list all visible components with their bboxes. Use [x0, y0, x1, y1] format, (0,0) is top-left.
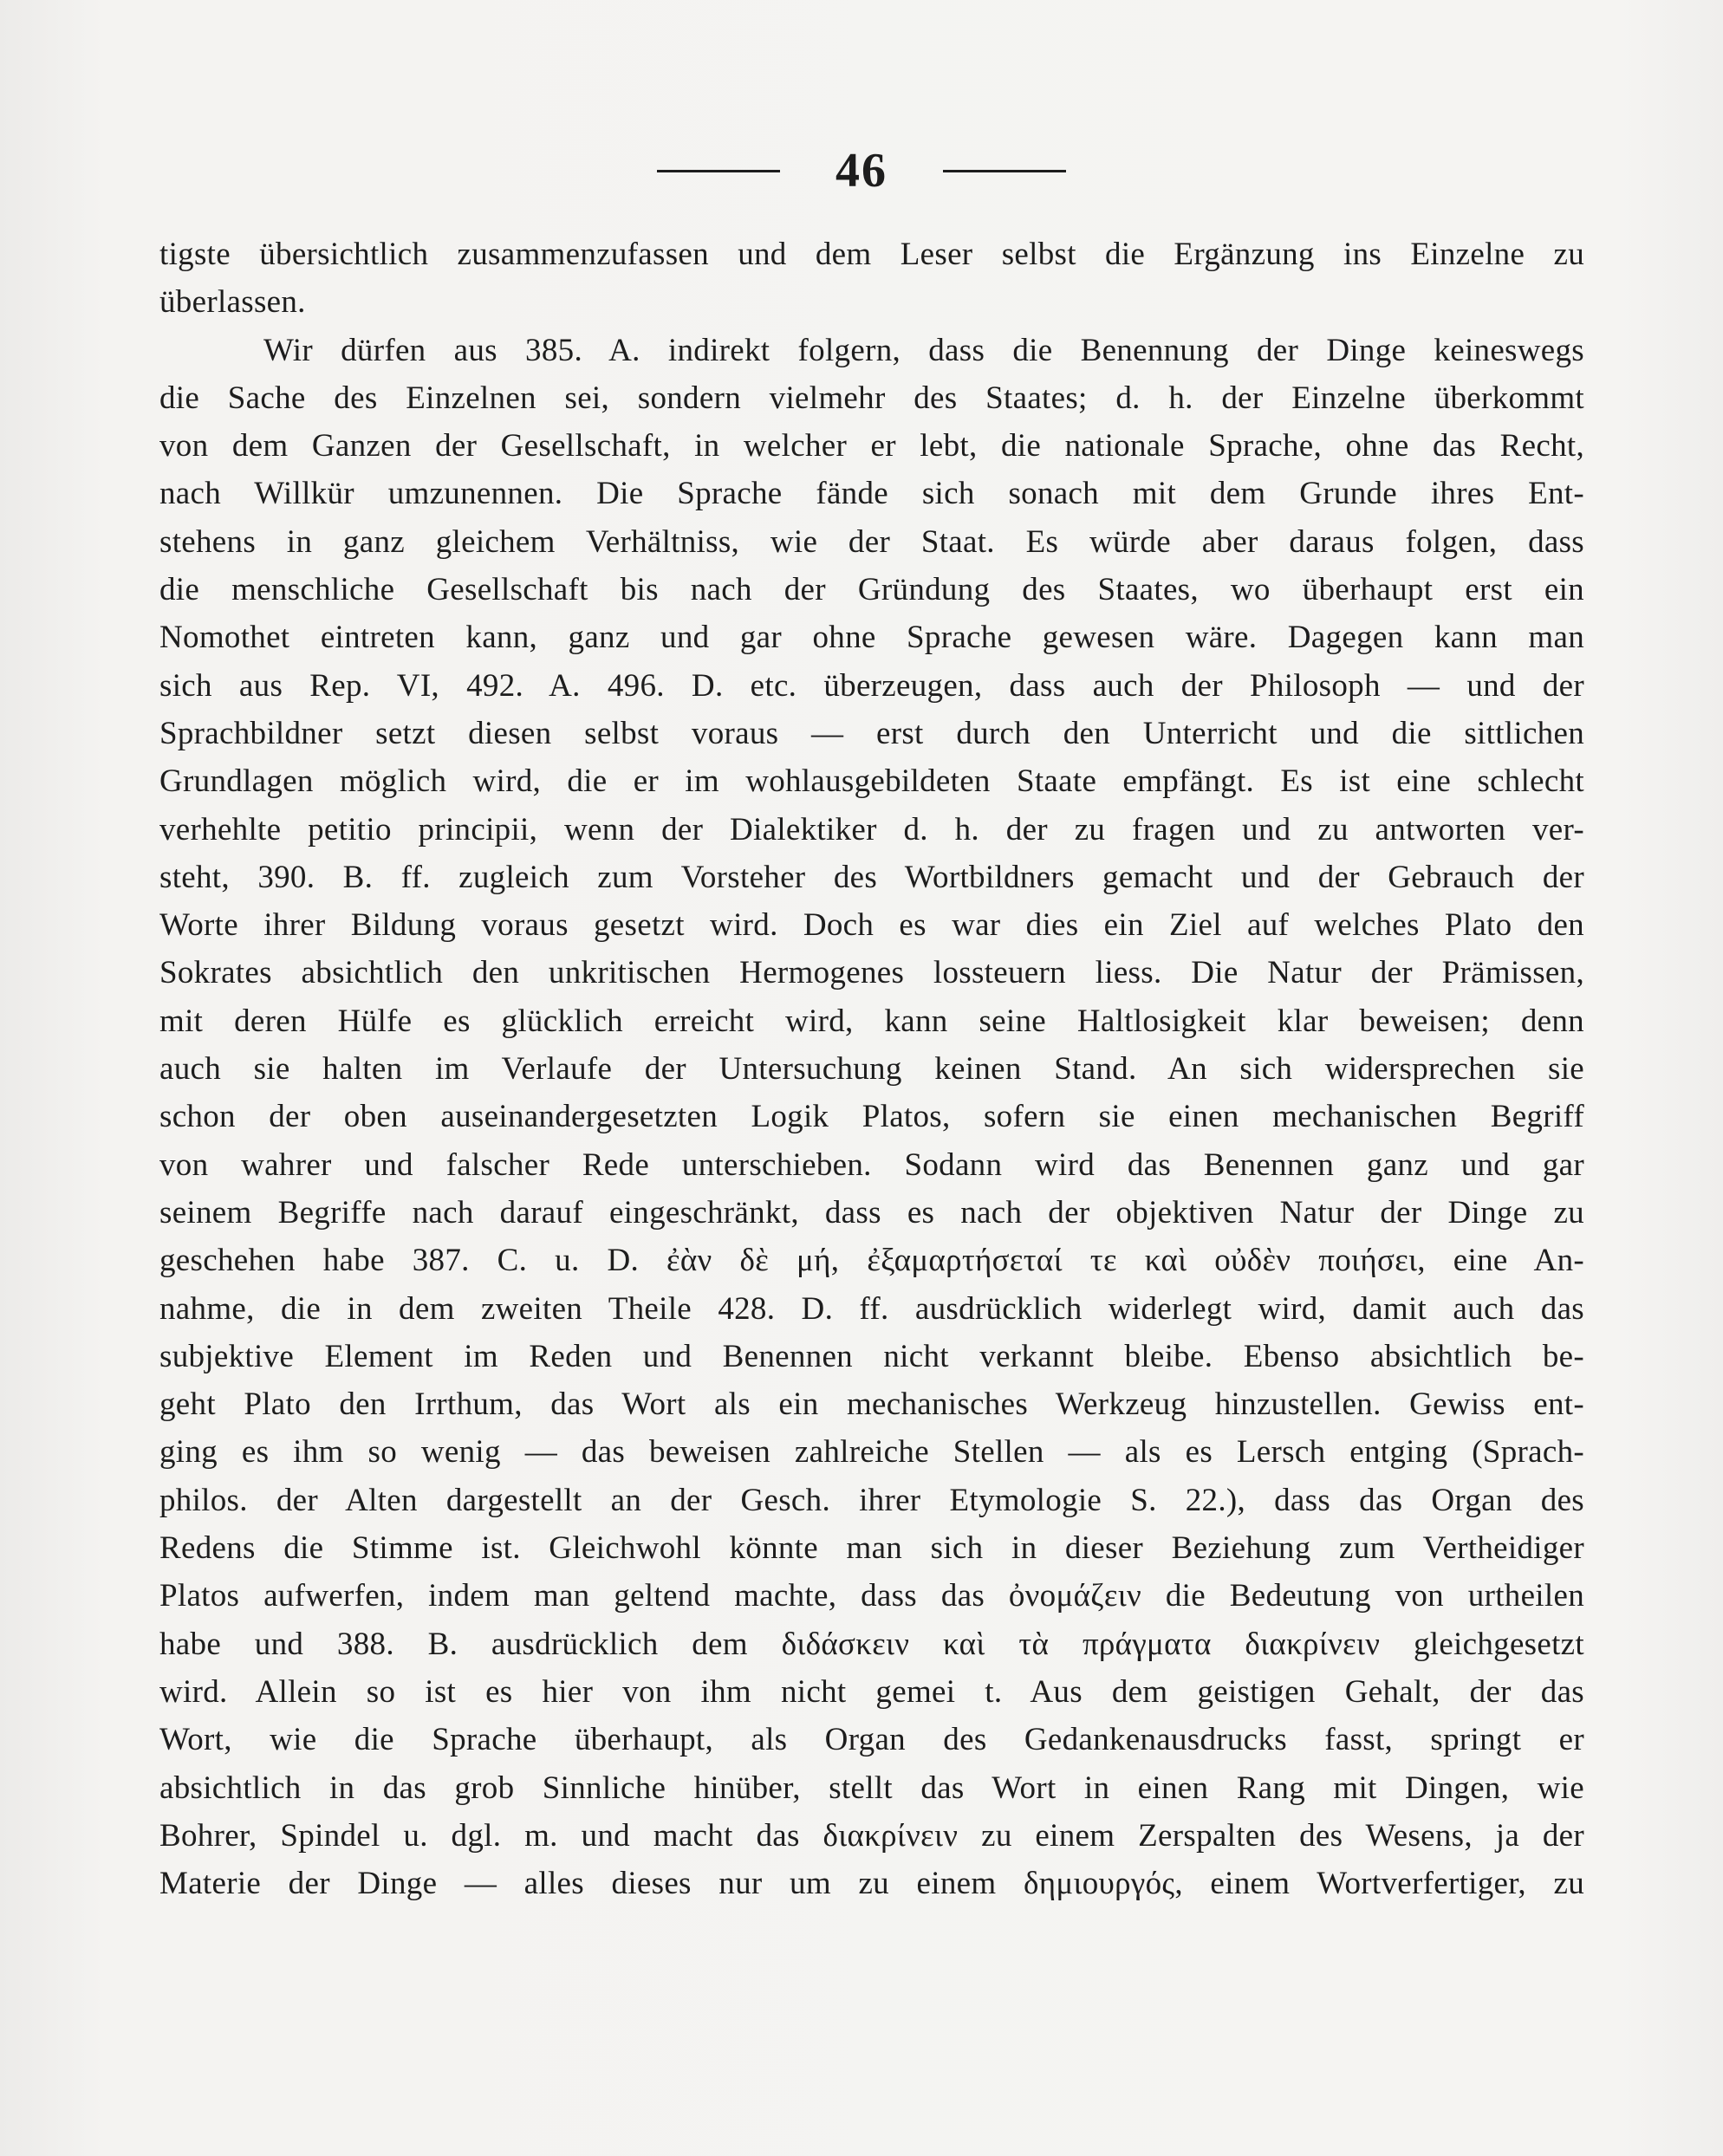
body-text [159, 231, 1584, 1907]
text-line: tigste übersichtlich zusammenzufassen und dem Leser selbst die Ergänzung ins Einzelne zu [159, 237, 1584, 272]
text-line: überlassen. [159, 284, 306, 321]
text-line: philos. der Alten dargestellt an der Gesch. ihrer Etymologie S. 22.), dass das Organ des [159, 1482, 1584, 1518]
text-line: steht, 390. B. ff. zugleich zum Vorsteher des Wortbildners gemacht und der Gebrauch der [159, 859, 1584, 895]
text-line: Wir dürfen aus 385. A. indirekt folgern, dass die Benennung der Dinge keineswegs [263, 332, 1584, 368]
page-header [0, 139, 1723, 208]
text-line: verhehlte petitio principii, wenn der Dialektiker d. h. der zu fragen und zu antworten ver- [159, 811, 1584, 847]
text-line: Redens die Stimme ist. Gleichwohl könnte man sich in dieser Beziehung zum Vertheidiger [159, 1530, 1584, 1567]
text-line: Worte ihrer Bildung voraus gesetzt wird. Doch es war dies ein Ziel auf welches Plato den [159, 907, 1584, 944]
text-line: von wahrer und falscher Rede unterschieben. Sodann wird das Benennen ganz und gar [159, 1146, 1584, 1183]
text-line: mit deren Hülfe es glücklich erreicht wird, kann seine Haltlosigkeit klar beweisen; denn [159, 1003, 1584, 1039]
text-line: stehens in ganz gleichem Verhältniss, wie der Staat. Es würde aber daraus folgen, dass [159, 523, 1584, 560]
text-line: von dem Ganzen der Gesellschaft, in welcher er lebt, die nationale Sprache, ohne das Recht, [159, 428, 1584, 464]
page-number: 46 [835, 144, 888, 198]
text-line: absichtlich in das grob Sinnliche hinüber, stellt das Wort in einen Rang mit Dingen, wie [159, 1770, 1584, 1806]
text-line: Platos aufwerfen, indem man geltend machte, dass das ὀνομάζειν die Bedeutung von urtheilen [159, 1578, 1584, 1614]
text-line: Nomothet eintreten kann, ganz und gar ohne Sprache gewesen wäre. Dagegen kann man [159, 620, 1584, 656]
text-line: habe und 388. B. ausdrücklich dem διδάσκειν καὶ τὰ πράγματα διακρίνειν gleichgesetzt [159, 1626, 1584, 1662]
text-line: wird. Allein so ist es hier von ihm nicht gemei t. Aus dem geistigen Gehalt, der das [159, 1673, 1584, 1710]
text-line: Sprachbildner setzt diesen selbst voraus — erst durch den Unterricht und die sittlichen [159, 715, 1584, 751]
text-line: sich aus Rep. VI, 492. A. 496. D. etc. überzeugen, dass auch der Philosoph — und der [159, 667, 1584, 704]
text-line: die menschliche Gesellschaft bis nach der Gründung des Staates, wo überhaupt erst ein [159, 572, 1584, 608]
text-line: Grundlagen möglich wird, die er im wohlausgebildeten Staate empfängt. Es ist eine schlecht [159, 763, 1584, 800]
text-line: subjektive Element im Reden und Benennen nicht verkannt bleibe. Ebenso absichtlich be- [159, 1338, 1584, 1374]
header-rule-left [657, 170, 780, 172]
text-line: Materie der Dinge — alles dieses nur um zu einem δημιουργός, einem Wortverfertiger, zu [159, 1866, 1584, 1902]
text-line: Bohrer, Spindel u. dgl. m. und macht das διακρίνειν zu einem Zerspalten des Wesens, ja der [159, 1817, 1584, 1854]
text-line: Wort, wie die Sprache überhaupt, als Organ des Gedankenausdrucks fasst, springt er [159, 1722, 1584, 1758]
text-line: Sokrates absichtlich den unkritischen Hermogenes lossteuern liess. Die Natur der Prämissen, [159, 955, 1584, 991]
text-line: nach Willkür umzunennen. Die Sprache fände sich sonach mit dem Grunde ihres Ent- [159, 476, 1584, 512]
text-line: schon der oben auseinandergesetzten Logik Platos, sofern sie einen mechanischen Begriff [159, 1099, 1584, 1135]
text-line: auch sie halten im Verlaufe der Untersuchung keinen Stand. An sich widersprechen sie [159, 1051, 1584, 1088]
header-rule-right [943, 170, 1066, 172]
text-line: nahme, die in dem zweiten Theile 428. D. ff. ausdrücklich widerlegt wird, damit auch das [159, 1290, 1584, 1327]
text-line: seinem Begriffe nach darauf eingeschränkt, dass es nach der objektiven Natur der Dinge zu [159, 1194, 1584, 1231]
text-line: geht Plato den Irrthum, das Wort als ein mechanisches Werkzeug hinzustellen. Gewiss ent- [159, 1386, 1584, 1423]
text-line: ging es ihm so wenig — das beweisen zahlreiche Stellen — als es Lersch entging (Sprach- [159, 1434, 1584, 1471]
text-line: die Sache des Einzelnen sei, sondern vielmehr des Staates; d. h. der Einzelne überkommt [159, 380, 1584, 416]
text-line: geschehen habe 387. C. u. D. ἐὰν δὲ μή, ἐξαμαρτήσεταί τε καὶ οὐδὲν ποιήσει, eine An- [159, 1243, 1584, 1279]
